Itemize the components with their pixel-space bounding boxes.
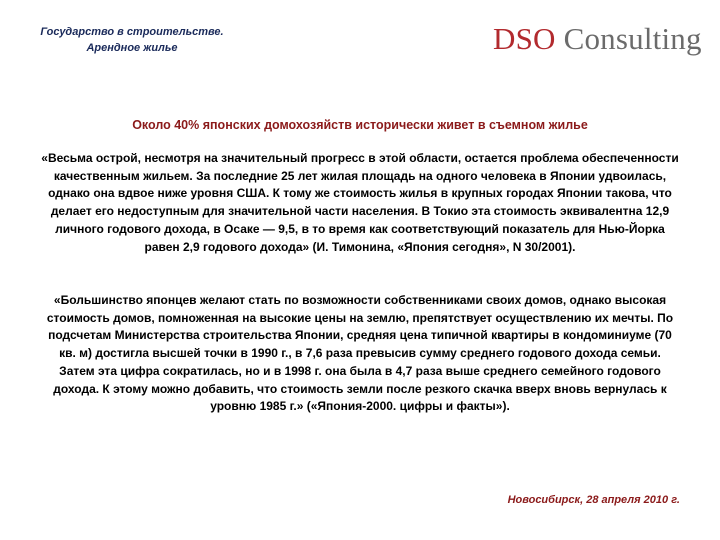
footer-location-date: Новосибирск, 28 апреля 2010 г. [507,494,680,506]
logo-dso-text: DSO [493,21,556,56]
header-title-line2: Арендное жилье [86,42,178,54]
header-title [22,24,242,56]
quote-paragraph-2: «Большинство японцев желают стать по возможности собственниками своих домов, однако высокая стоимость домов, помноженная на высокие цены на землю, препятствует осуществлению их мечты. По подсчетам Министерства строительства Японии, средняя цена типичной квартиры в кондоминиуме (70 кв. м) достигла высшей точки в 1990 г., в 7,6 раза превысив сумму среднего годового дохода семьи. Затем эта цифра сократилась, но и в 1998 г. она была в 4,7 раза выше среднего семейного годового дохода. К этому можно добавить, что стоимость земли после резкого скачка вверх вновь вернулась к уровню 1985 г.» («Япония-2000. цифры и факты»). [46,293,674,414]
slide-heading: Около 40% японских домохозяйств исторически живет в съемном жилье [132,118,588,132]
logo-consulting-text: Consulting [555,21,702,56]
company-logo [493,17,703,61]
quote-paragraph-1: «Весьма острой, несмотря на значительный прогресс в этой области, остается проблема обеспеченности качественным жильем. За последние 25 лет жилая площадь на одного человека в Японии удвоилась, однако она вдвое ниже уровня США. К тому же стоимость жилья в крупных городах Японии такова, что делает его недоступным для значительной части населения. В Токио эта стоимость эквивалентна 12,9 личного годового дохода, в Осаке — 9,5, в то время как соответствующий показатель для Нью-Йорка равен 2,9 годового дохода» (И. Тимонина, «Япония сегодня», N 30/2001). [41,151,679,254]
header-title-line1: Государство в строительстве. [40,26,224,38]
